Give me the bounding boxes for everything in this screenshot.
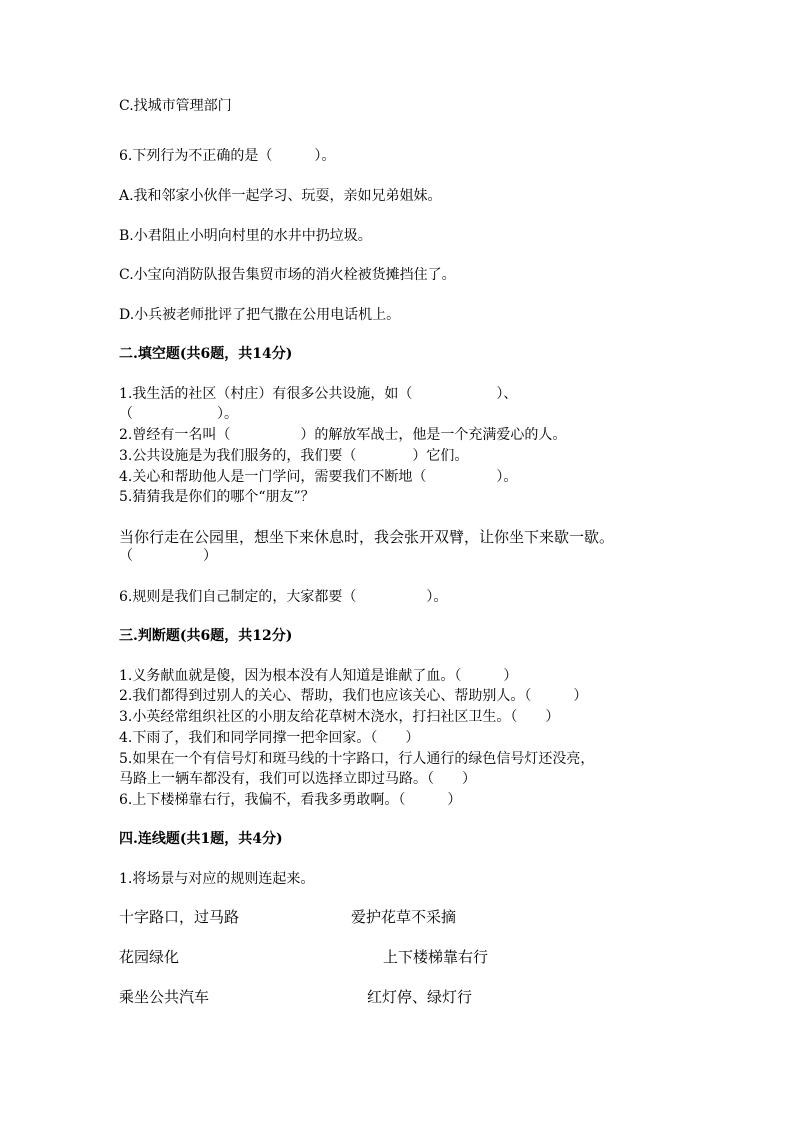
tf-item-2: 2.我们都得到过别人的关心、帮助，我们也应该关心、帮助别人。（ ） (119, 688, 588, 704)
q6-option-d: D.小兵被老师批评了把气撒在公用电话机上。 (119, 307, 401, 323)
match-left-3: 乘坐公共汽车 (119, 988, 210, 1006)
fill-q6: 6.规则是我们自己制定的，大家都要（ ）。 (119, 589, 448, 605)
fill-q3: 3.公共设施是为我们服务的，我们要（ ）它们。 (119, 448, 469, 464)
tf-item-4: 4.下雨了，我们和同学同撑一把伞回家。（ ） (119, 730, 420, 746)
fill-q5-blank: （ ） (119, 548, 217, 564)
q6-option-a: A.我和邻家小伙伴一起学习、玩耍，亲如兄弟姐妹。 (119, 188, 442, 204)
fill-q5-text: 当你行走在公园里，想坐下来休息时，我会张开双臂，让你坐下来歇一歇。 (119, 528, 615, 546)
tf-item-5-line2: 马路上一辆车都没有，我们可以选择立即过马路。（ ） (119, 771, 476, 787)
section-heading-true-false: 三.判断题(共6题，共12分) (119, 628, 293, 644)
section-heading-fill-blank: 二.填空题(共6题，共14分) (119, 346, 293, 362)
fill-q4: 4.关心和帮助他人是一门学问，需要我们不断地（ ）。 (119, 469, 518, 485)
match-left-1: 十字路口，过马路 (119, 908, 240, 926)
q6-option-b: B.小君阻止小明向村里的水井中扔垃圾。 (119, 228, 372, 244)
match-right-3: 红灯停、绿灯行 (367, 988, 473, 1006)
match-right-2: 上下楼梯靠右行 (383, 948, 489, 966)
fill-q5: 5.猜猜我是你们的哪个“朋友”？ (119, 489, 315, 505)
fill-q2: 2.曾经有一名叫（ ）的解放军战士，他是一个充满爱心的人。 (119, 427, 567, 443)
tf-item-1: 1.义务献血就是傻，因为根本没有人知道是谁献了血。（ ） (119, 668, 518, 684)
match-left-2: 花园绿化 (119, 948, 180, 966)
match-right-1: 爱护花草不采摘 (351, 908, 457, 926)
q6-stem: 6.下列行为不正确的是（ ）。 (119, 148, 336, 164)
section-heading-matching: 四.连线题(共1题，共4分) (119, 831, 283, 847)
tf-item-5-line1: 5.如果在一个有信号灯和斑马线的十字路口，行人通行的绿色信号灯还没亮， (119, 751, 595, 767)
fill-q1-line1: 1.我生活的社区（村庄）有很多公共设施，如（ ）、 (119, 386, 518, 402)
match-q1: 1.将场景与对应的规则连起来。 (119, 871, 315, 887)
fill-q1-line2: （ ）。 (119, 406, 238, 422)
q6-option-c: C.小宝向消防队报告集贸市场的消火栓被货摊挡住了。 (119, 267, 456, 283)
tf-item-6: 6.上下楼梯靠右行，我偏不，看我多勇敢啊。（ ） (119, 792, 462, 808)
tf-item-3: 3.小英经常组织社区的小朋友给花草树木浇水，打扫社区卫生。（ ） (119, 709, 560, 725)
q5-option-c: C.找城市管理部门 (119, 98, 232, 114)
